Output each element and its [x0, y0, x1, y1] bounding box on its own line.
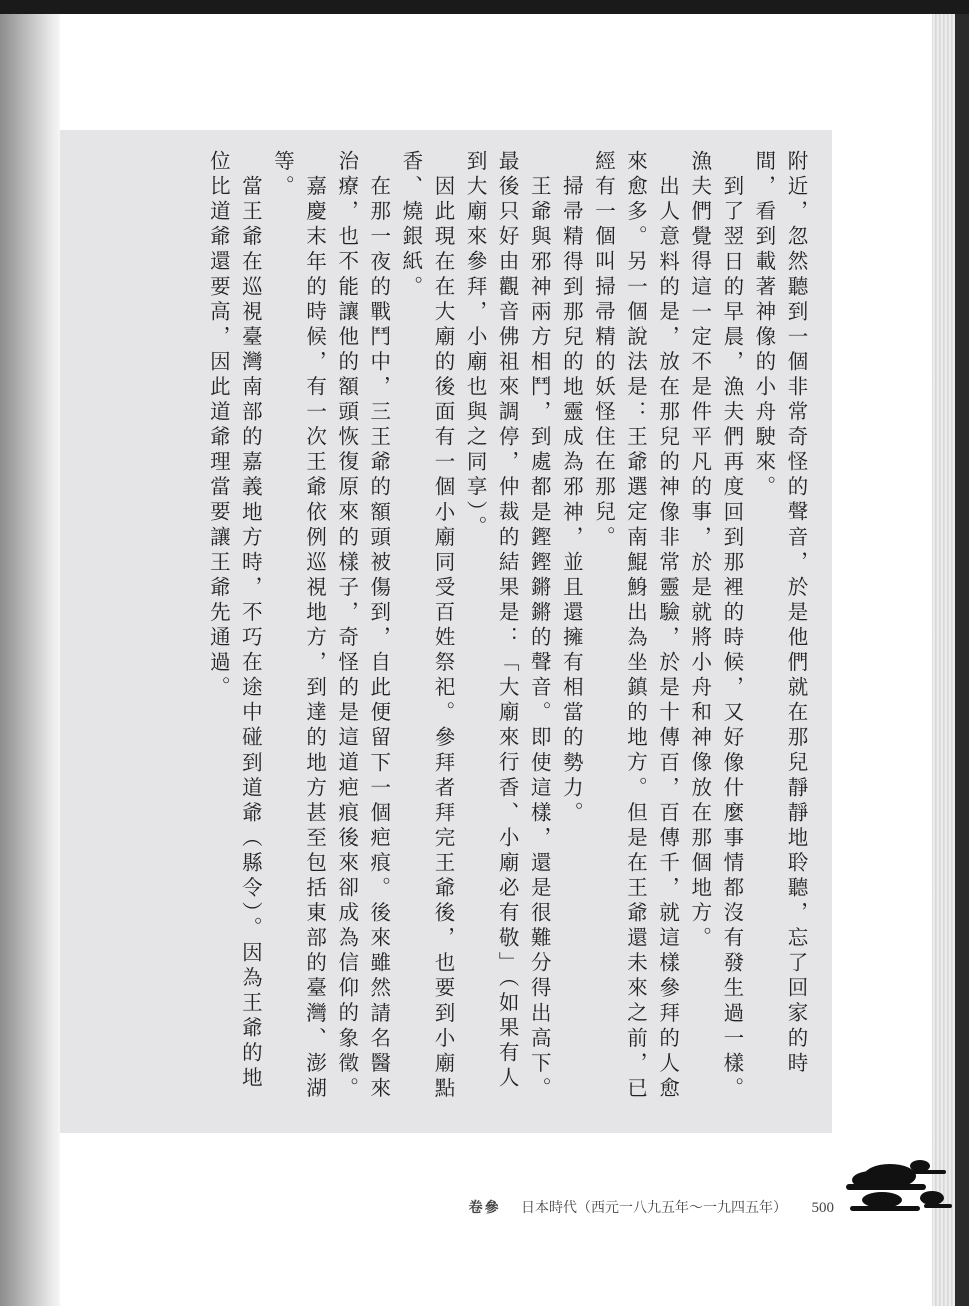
book-gutter-shadow	[0, 14, 60, 1306]
paragraph-6: 因此現在在大廟的後面有一個小廟同受百姓祭祀。參拜者拜完王爺後，也要到小廟點香、燒銀紙。	[398, 150, 455, 1102]
paragraph-9: 當王爺在巡視臺灣南部的嘉義地方時，不巧在途中碰到道爺（縣令）。因為王爺的地位比道爺還要高，因此道爺理當要讓王爺先通過。	[206, 150, 263, 1092]
page-number: 500	[811, 1200, 834, 1216]
paragraph-5: 王爺與邪神兩方相鬥，到處都是鏗鏗鏘鏘的聲音。即使這樣，還是很難分得出高下。最後只好由觀音佛祖來調停，仲裁的結果是：「大廟來行香、小廟必有敬」（如果有人到大廟來參拜，小廟也與之同享）。	[463, 150, 552, 1102]
vertical-text-body	[100, 150, 812, 1110]
scan-top-edge	[0, 0, 969, 14]
paragraph-7: 在那一夜的戰鬥中，三王爺的額頭被傷到，自此便留下一個疤痕。後來雖然請名醫來治療，也不能讓他的額頭恢復原來的樣子，奇怪的是這道疤痕後來卻成為信仰的象徵。	[334, 150, 391, 1102]
cloud-ornament-icon	[842, 1158, 954, 1222]
footer-volume: 卷參	[468, 1200, 501, 1216]
paragraph-3: 出人意料的是，放在那兒的神像非常靈驗，於是十傳百，百傳千，就這樣參拜的人愈來愈多。另一個說法是：王爺選定南鯤鯓出為坐鎮的地方。但是在王爺還未來之前，已經有一個叫掃帚精的妖怪住在那兒。	[591, 150, 680, 1102]
scan-right-edge	[955, 14, 969, 1306]
paragraph-2: 到了翌日的早晨，漁夫們再度回到那裡的時候，又好像什麼事情都沒有發生過一樣。漁夫們覺得這一定不是件平凡的事，於是就將小舟和神像放在那個地方。	[687, 150, 744, 1102]
footer-era: 日本時代（西元一八九五年～一九四五年）	[521, 1200, 788, 1216]
page-footer	[469, 1197, 834, 1217]
paragraph-4: 掃帚精得到那兒的地靈成為邪神，並且還擁有相當的勢力。	[559, 175, 584, 827]
paragraph-1: 附近，忽然聽到一個非常奇怪的聲音，於是他們就在那兒靜靜地聆聽，忘了回家的時間，看到載著神像的小舟駛來。	[751, 150, 808, 1077]
paragraph-8: 嘉慶末年的時候，有一次王爺依例巡視地方，到達的地方甚至包括東部的臺灣、澎湖等。	[270, 150, 327, 1102]
